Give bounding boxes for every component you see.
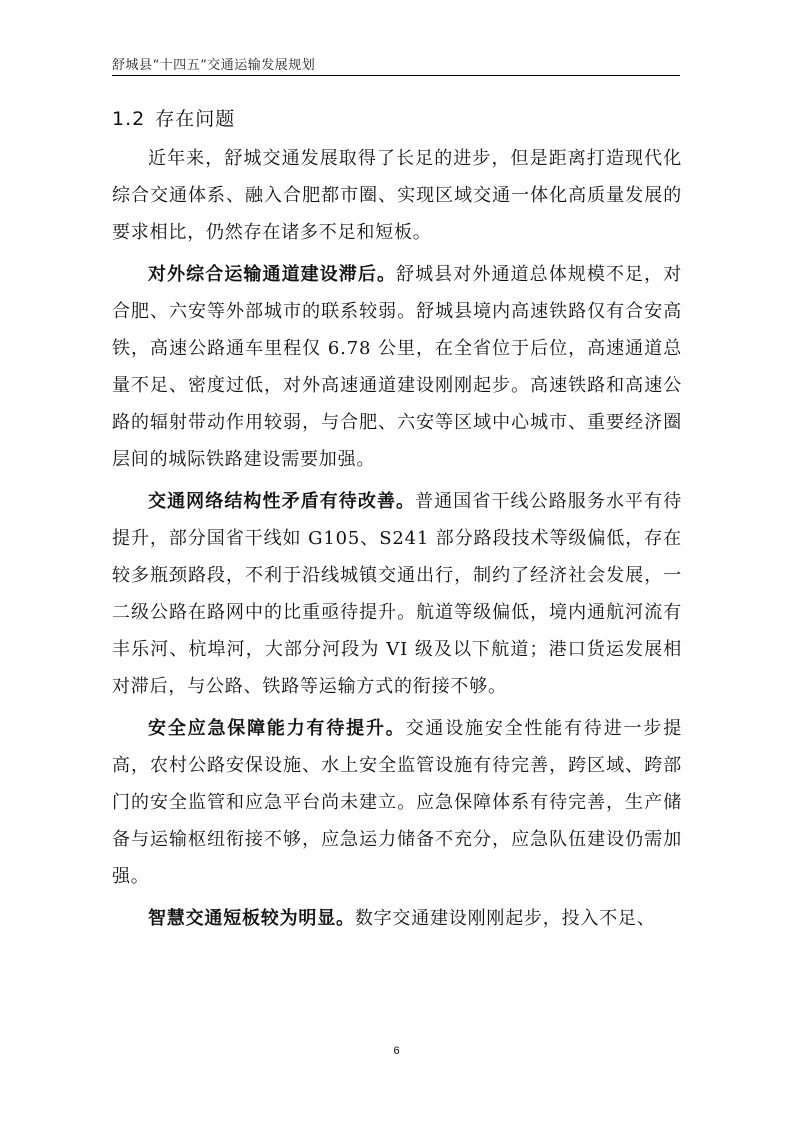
section-title: 存在问题 (155, 108, 236, 130)
header-divider (112, 75, 680, 76)
paragraph-lead: 对外综合运输通道建设滞后。 (148, 264, 397, 285)
paragraph-network-structure (112, 483, 682, 705)
paragraph-intro (112, 140, 682, 251)
paragraph-lead: 交通网络结构性矛盾有待改善。 (148, 491, 416, 512)
paragraph-lead: 智慧交通短板较为明显。 (148, 908, 355, 929)
paragraph-text: 数字交通建设刚刚起步，投入不足、 (354, 908, 656, 929)
paragraph-smart-transport (112, 900, 682, 937)
paragraph-text: 交通设施安全性能有待进一步提高，农村公路安保设施、水上安全监管设施有待完善，跨区域、跨部门的安全监管和应急平台尚未建立。应急保障体系有待完善，生产储备与运输枢纽衔接不够，应急运力储备不充分，应急队伍建设仍需加强。 (112, 718, 682, 887)
paragraph-external-corridors (112, 256, 682, 478)
section-heading (112, 104, 235, 131)
paragraph-lead: 安全应急保障能力有待提升。 (148, 718, 406, 739)
section-number: 1.2 (112, 108, 146, 130)
body-text (112, 140, 682, 942)
paragraph-text: 近年来，舒城交通发展取得了长足的进步，但是距离打造现代化综合交通体系、融入合肥都市圈、实现区域交通一体化高质量发展的要求相比，仍然存在诸多不足和短板。 (112, 148, 682, 243)
running-header: 舒城县“十四五”交通运输发展规划 (112, 58, 316, 73)
page-number: 6 (393, 1045, 400, 1057)
paragraph-text: 普通国省干线公路服务水平有待提升，部分国省干线如 G105、S241 部分路段技术等级偏低，存在较多瓶颈路段，不利于沿线城镇交通出行，制约了经济社会发展，一二级公路在路网中的比重亟待提升。航道等级偏低，境内通航河流有丰乐河、杭埠河，大部分河段为 VI 级及以下航道；港口货运发展相对滞后，与公路、铁路等运输方式的衔接不够。 (112, 491, 682, 697)
paragraph-text: 舒城县对外通道总体规模不足，对合肥、六安等外部城市的联系较弱。舒城县境内高速铁路仅有合安高铁，高速公路通车里程仅 6.78 公里，在全省位于后位，高速通道总量不足、密度过低，对外高速通道建设刚刚起步。高速铁路和高速公路的辐射带动作用较弱，与合肥、六安等区域中心城市、重要经济圈层间的城际铁路建设需要加强。 (112, 264, 682, 470)
paragraph-safety-emergency (112, 710, 682, 895)
